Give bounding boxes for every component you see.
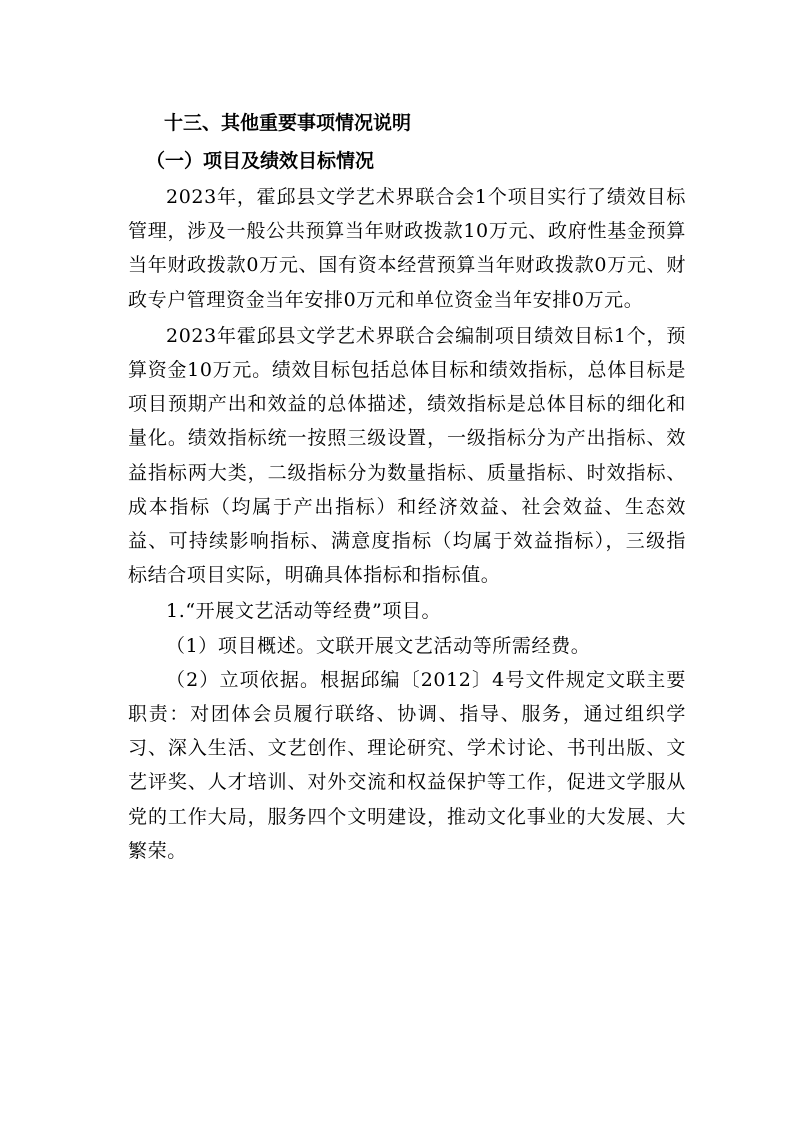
paragraph-budget-summary: 2023年，霍邱县文学艺术界联合会1个项目实行了绩效目标管理，涉及一般公共预算当年财政拨款10万元、政府性基金预算当年财政拨款0万元、国有资本经营预算当年财政拨款0万元、财政专户管理资金当年安排0万元和单位资金当年安排0万元。 bbox=[128, 186, 686, 311]
paragraph-performance-targets: 2023年霍邱县文学艺术界联合会编制项目绩效目标1个，预算资金10万元。绩效目标包括总体目标和绩效指标，总体目标是项目预期产出和效益的总体描述，绩效指标是总体目标的细化和量化。绩效指标统一按照三级设置，一级指标分为产出指标、效益指标两大类，二级指标分为数量指标、质量指标、时效指标、成本指标（均属于产出指标）和经济效益、社会效益、生态效益、可持续影响指标、满意度指标（均属于效益指标），三级指标结合项目实际，明确具体指标和指标值。 bbox=[128, 324, 686, 587]
subsection-heading: （一）项目及绩效目标情况 bbox=[146, 150, 375, 172]
paragraph-project-basis: （2）立项依据。根据邱编〔2012〕4号文件规定文联主要职责：对团体会员履行联络、协调、指导、服务，通过组织学习、深入生活、文艺创作、理论研究、学术讨论、书刊出版、文艺评奖、人才培训、对外交流和权益保护等工作，促进文学服从党的工作大局，服务四个文明建设，推动文化事业的大发展、大繁荣。 bbox=[128, 668, 686, 862]
paragraph-project-title: 1.“开展文艺活动等经费”项目。 bbox=[166, 600, 442, 623]
paragraph-project-overview: （1）项目概述。文联开展文艺活动等所需经费。 bbox=[166, 634, 591, 657]
document-body bbox=[128, 104, 686, 868]
section-heading: 十三、其他重要事项情况说明 bbox=[164, 112, 412, 134]
